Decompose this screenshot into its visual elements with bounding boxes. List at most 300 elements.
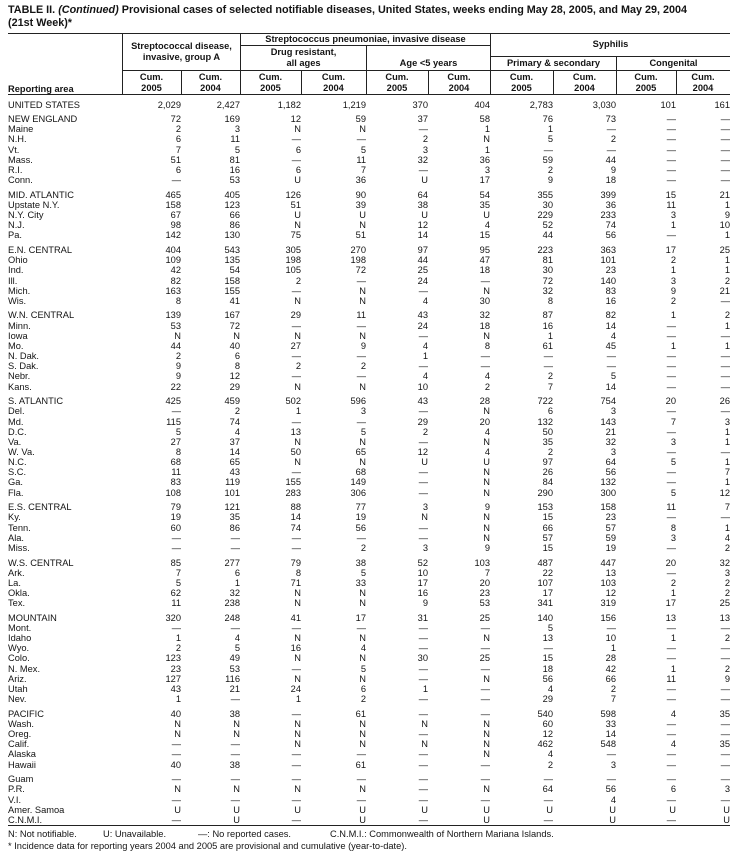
- value-cell: 38: [229, 708, 240, 719]
- legend-not-notifiable: N: Not notifiable.: [8, 828, 77, 839]
- value-cell: —: [720, 124, 730, 135]
- value-cell: —: [291, 708, 301, 719]
- value-cell: 161: [714, 99, 730, 110]
- value-cell: 41: [290, 612, 301, 623]
- value-cell: 9: [360, 340, 366, 351]
- table-row: [8, 276, 730, 286]
- value-cell: —: [291, 467, 301, 478]
- value-cell: 2: [547, 164, 553, 175]
- value-cell: 35: [719, 708, 730, 719]
- value-cell: 2: [484, 381, 490, 392]
- value-cell: —: [418, 794, 428, 805]
- value-cell: 9: [484, 542, 490, 553]
- value-cell: 3: [724, 567, 730, 578]
- value-cell: 17: [665, 245, 676, 256]
- value-cell: 198: [285, 255, 301, 266]
- value-cell: 1: [724, 436, 730, 447]
- value-cell: 722: [537, 396, 553, 407]
- value-cell: —: [418, 330, 428, 341]
- value-cell: N: [294, 729, 301, 740]
- value-cell: 8: [175, 447, 181, 457]
- table-row: [8, 749, 730, 759]
- reporting-area-cell: Ariz.: [8, 673, 27, 684]
- reporting-area-cell: Okla.: [8, 588, 30, 599]
- value-cell: —: [720, 729, 730, 740]
- value-cell: 65: [229, 457, 240, 468]
- value-cell: 6: [670, 784, 676, 795]
- reporting-area-cell: W.S. CENTRAL: [8, 557, 74, 568]
- value-cell: 9: [175, 361, 181, 372]
- table-row: [8, 729, 730, 739]
- value-cell: 79: [170, 502, 181, 513]
- page-title: [8, 4, 730, 17]
- value-cell: 53: [479, 598, 490, 609]
- reporting-area-cell: Ark.: [8, 567, 25, 578]
- value-cell: 45: [605, 340, 616, 351]
- value-cell: —: [543, 144, 553, 155]
- value-cell: 8: [547, 295, 553, 306]
- value-cell: 68: [355, 467, 366, 478]
- reporting-area-cell: N. Mex.: [8, 663, 41, 674]
- value-cell: 54: [479, 189, 490, 200]
- value-cell: 17: [355, 612, 366, 623]
- value-cell: —: [666, 447, 676, 457]
- value-cell: 6: [175, 134, 181, 145]
- table-row: [8, 815, 730, 826]
- reporting-area-cell: N.H.: [8, 134, 27, 145]
- value-cell: 447: [600, 557, 616, 568]
- value-cell: —: [356, 794, 366, 805]
- value-cell: 462: [537, 739, 553, 750]
- reporting-area-cell: E.N. CENTRAL: [8, 245, 73, 256]
- value-cell: 52: [542, 220, 553, 231]
- value-cell: 32: [542, 285, 553, 296]
- value-cell: —: [418, 643, 428, 654]
- value-cell: 6: [234, 351, 240, 362]
- value-cell: 77: [355, 502, 366, 513]
- value-cell: N: [483, 784, 490, 795]
- value-cell: 97: [417, 245, 428, 256]
- value-cell: —: [230, 532, 240, 543]
- value-cell: —: [418, 522, 428, 533]
- value-cell: 65: [355, 447, 366, 457]
- value-cell: 36: [605, 199, 616, 210]
- page-title-line2: (21st Week)*: [8, 17, 73, 29]
- table-row: [8, 805, 730, 815]
- legend-cnmi: C.N.M.I.: Commonwealth of Northern Mariana Islands.: [330, 828, 554, 839]
- reporting-area-cell: Amer. Samoa: [8, 804, 65, 815]
- value-cell: —: [720, 447, 730, 457]
- value-cell: 21: [605, 426, 616, 437]
- value-cell: —: [720, 643, 730, 654]
- table-row: [8, 341, 730, 351]
- value-cell: —: [418, 633, 428, 644]
- value-cell: —: [418, 708, 428, 719]
- value-cell: N: [174, 330, 181, 341]
- table-row: [8, 241, 730, 256]
- value-cell: —: [356, 275, 366, 286]
- value-cell: 1: [724, 477, 730, 488]
- value-cell: N: [483, 522, 490, 533]
- value-cell: 14: [605, 729, 616, 740]
- value-cell: 3: [610, 447, 616, 457]
- value-cell: 233: [600, 210, 616, 221]
- value-cell: 169: [224, 114, 240, 125]
- value-cell: 16: [542, 320, 553, 331]
- value-cell: 44: [542, 230, 553, 241]
- value-cell: —: [230, 774, 240, 785]
- value-cell: 19: [605, 542, 616, 553]
- value-cell: —: [418, 361, 428, 372]
- value-cell: 135: [224, 255, 240, 266]
- data-table: [8, 95, 730, 826]
- value-cell: —: [356, 774, 366, 785]
- value-cell: 7: [610, 694, 616, 705]
- value-cell: 25: [479, 653, 490, 664]
- table-row: [8, 145, 730, 155]
- value-cell: 27: [290, 340, 301, 351]
- value-cell: —: [291, 542, 301, 553]
- value-cell: 1: [175, 694, 181, 705]
- reporting-area-cell: S. Dak.: [8, 361, 39, 372]
- value-cell: —: [418, 774, 428, 785]
- value-cell: —: [418, 759, 428, 770]
- value-cell: 5: [360, 567, 366, 578]
- value-cell: N: [174, 718, 181, 729]
- value-cell: U: [421, 210, 428, 221]
- value-cell: 2: [724, 588, 730, 599]
- value-cell: —: [606, 144, 616, 155]
- reporting-area-cell: MID. ATLANTIC: [8, 189, 74, 200]
- value-cell: 9: [724, 673, 730, 684]
- value-cell: N: [359, 598, 366, 609]
- value-cell: 17: [665, 598, 676, 609]
- value-cell: 43: [229, 467, 240, 478]
- reporting-area-cell: N.C.: [8, 457, 27, 468]
- value-cell: 57: [605, 522, 616, 533]
- column-header-cum-2005: Cum. 2005: [139, 72, 164, 93]
- reporting-area-cell: N.Y. City: [8, 210, 44, 221]
- value-cell: 9: [484, 502, 490, 513]
- value-cell: —: [543, 643, 553, 654]
- table-row: [8, 447, 730, 457]
- table-row: [8, 467, 730, 477]
- table-row: [8, 351, 730, 361]
- value-cell: 11: [230, 134, 240, 145]
- table-row: [8, 608, 730, 623]
- value-cell: 320: [165, 612, 181, 623]
- value-cell: 4: [422, 371, 428, 382]
- value-cell: 283: [285, 487, 301, 498]
- value-cell: 20: [665, 396, 676, 407]
- value-cell: 4: [610, 794, 616, 805]
- reporting-area-cell: R.I.: [8, 164, 23, 175]
- value-cell: 35: [719, 739, 730, 750]
- value-cell: 3: [422, 542, 428, 553]
- value-cell: N: [294, 330, 301, 341]
- value-cell: 2: [234, 406, 240, 417]
- value-cell: —: [356, 351, 366, 362]
- value-cell: N: [359, 124, 366, 135]
- value-cell: 25: [479, 612, 490, 623]
- value-cell: —: [720, 774, 730, 785]
- value-cell: 8: [484, 340, 490, 351]
- value-cell: 61: [542, 340, 553, 351]
- value-cell: 28: [479, 396, 490, 407]
- value-cell: 3: [422, 144, 428, 155]
- table-row: [8, 95, 730, 110]
- value-cell: 1: [295, 406, 301, 417]
- value-cell: 11: [171, 598, 181, 609]
- value-cell: 51: [355, 230, 366, 241]
- value-cell: 105: [285, 265, 301, 276]
- value-cell: 9: [610, 164, 616, 175]
- value-cell: 7: [724, 467, 730, 478]
- value-cell: N: [294, 220, 301, 231]
- value-cell: 7: [484, 567, 490, 578]
- table-row: [8, 417, 730, 427]
- value-cell: 56: [355, 522, 366, 533]
- value-cell: 123: [224, 199, 240, 210]
- value-cell: 32: [605, 436, 616, 447]
- title-rest: Provisional cases of selected notifiable diseases, United States, weeks ending May 28, 2005, and May 29, 2004: [118, 4, 688, 16]
- value-cell: 5: [670, 487, 676, 498]
- value-cell: U: [174, 804, 181, 815]
- value-cell: 13: [542, 633, 553, 644]
- value-cell: 155: [224, 285, 240, 296]
- value-cell: N: [359, 436, 366, 447]
- value-cell: —: [291, 416, 301, 427]
- value-cell: 83: [605, 285, 616, 296]
- value-cell: 60: [542, 718, 553, 729]
- value-cell: 3: [422, 502, 428, 513]
- reporting-area-cell: Ind.: [8, 265, 24, 276]
- value-cell: —: [720, 175, 730, 186]
- value-cell: 123: [165, 653, 181, 664]
- value-cell: 1: [724, 457, 730, 468]
- reporting-area-cell: Utah: [8, 683, 28, 694]
- table-row: [8, 200, 730, 210]
- value-cell: —: [418, 673, 428, 684]
- value-cell: 2,427: [216, 99, 240, 110]
- value-cell: —: [356, 623, 366, 633]
- value-cell: 3: [724, 784, 730, 795]
- value-cell: 32: [719, 557, 730, 568]
- column-group-strep-group-a: Streptococcal disease, invasive, group A: [131, 41, 232, 62]
- value-cell: —: [480, 683, 490, 694]
- value-cell: —: [418, 477, 428, 488]
- value-cell: 21: [229, 683, 240, 694]
- reporting-area-cell: Ohio: [8, 255, 28, 266]
- value-cell: N: [233, 729, 240, 740]
- value-cell: N: [359, 653, 366, 664]
- value-cell: —: [720, 371, 730, 382]
- value-cell: 14: [417, 230, 428, 241]
- value-cell: —: [480, 643, 490, 654]
- value-cell: —: [356, 416, 366, 427]
- value-cell: 64: [605, 457, 616, 468]
- value-cell: —: [480, 708, 490, 719]
- value-cell: —: [230, 623, 240, 633]
- table-row: [8, 704, 730, 719]
- value-cell: —: [720, 144, 730, 155]
- value-cell: 153: [537, 502, 553, 513]
- value-cell: 32: [417, 154, 428, 165]
- value-cell: 1: [670, 340, 676, 351]
- value-cell: —: [666, 175, 676, 186]
- value-cell: U: [421, 804, 428, 815]
- value-cell: N: [421, 739, 428, 750]
- value-cell: —: [230, 794, 240, 805]
- value-cell: 6: [234, 567, 240, 578]
- value-cell: 198: [350, 255, 366, 266]
- table-row: [8, 684, 730, 694]
- value-cell: —: [543, 361, 553, 372]
- value-cell: —: [230, 739, 240, 750]
- value-cell: 1: [422, 351, 428, 362]
- value-cell: —: [291, 320, 301, 331]
- value-cell: U: [723, 814, 730, 825]
- value-cell: —: [720, 114, 730, 125]
- value-cell: 9: [175, 371, 181, 382]
- value-cell: 66: [542, 522, 553, 533]
- reporting-area-cell: Mo.: [8, 340, 24, 351]
- value-cell: 12: [290, 114, 301, 125]
- value-cell: 101: [660, 99, 676, 110]
- reporting-area-cell: Oreg.: [8, 729, 32, 740]
- value-cell: —: [418, 623, 428, 633]
- value-cell: 2: [670, 577, 676, 588]
- value-cell: 9: [547, 175, 553, 186]
- table-row: [8, 371, 730, 381]
- value-cell: 1: [670, 633, 676, 644]
- value-cell: 7: [670, 416, 676, 427]
- value-cell: 121: [224, 502, 240, 513]
- value-cell: 2: [295, 275, 301, 286]
- value-cell: 42: [170, 265, 181, 276]
- value-cell: 61: [355, 759, 366, 770]
- value-cell: —: [666, 371, 676, 382]
- value-cell: —: [606, 361, 616, 372]
- value-cell: 9: [670, 285, 676, 296]
- value-cell: 4: [724, 532, 730, 543]
- value-cell: —: [291, 371, 301, 382]
- value-cell: 30: [479, 295, 490, 306]
- table-row: [8, 543, 730, 553]
- value-cell: —: [543, 774, 553, 785]
- value-cell: —: [480, 275, 490, 286]
- column-group-primary-secondary: Primary & secondary: [506, 57, 600, 68]
- reporting-area-cell: Mont.: [8, 623, 32, 633]
- value-cell: 87: [542, 310, 553, 321]
- value-cell: 43: [417, 310, 428, 321]
- value-cell: 127: [165, 673, 181, 684]
- value-cell: 30: [417, 653, 428, 664]
- value-cell: N: [359, 285, 366, 296]
- value-cell: 4: [422, 295, 428, 306]
- table-row: [8, 230, 730, 240]
- value-cell: 35: [542, 436, 553, 447]
- value-cell: —: [171, 814, 181, 825]
- value-cell: 4: [484, 447, 490, 457]
- table-row: [8, 760, 730, 770]
- value-cell: 13: [719, 612, 730, 623]
- value-cell: N: [294, 784, 301, 795]
- value-cell: U: [421, 457, 428, 468]
- value-cell: —: [666, 683, 676, 694]
- value-cell: N: [233, 718, 240, 729]
- value-cell: —: [666, 320, 676, 331]
- value-cell: 306: [350, 487, 366, 498]
- table-row: [8, 664, 730, 674]
- column-header-cum-2005: Cum. 2005: [509, 72, 534, 93]
- value-cell: U: [359, 210, 366, 221]
- value-cell: 12: [605, 588, 616, 599]
- value-cell: N: [294, 588, 301, 599]
- table-row: [8, 296, 730, 306]
- value-cell: —: [666, 814, 676, 825]
- value-cell: 5: [175, 577, 181, 588]
- table-row: [8, 598, 730, 608]
- value-cell: 83: [170, 477, 181, 488]
- reporting-area-cell: La.: [8, 577, 21, 588]
- value-cell: 143: [600, 416, 616, 427]
- value-cell: 68: [170, 457, 181, 468]
- value-cell: 24: [417, 275, 428, 286]
- value-cell: 2: [360, 542, 366, 553]
- reporting-area-cell: Ill.: [8, 275, 18, 286]
- value-cell: 2: [422, 134, 428, 145]
- value-cell: 32: [479, 310, 490, 321]
- reporting-area-cell: Upstate N.Y.: [8, 199, 60, 210]
- value-cell: 71: [290, 577, 301, 588]
- value-cell: 2: [724, 577, 730, 588]
- value-cell: 15: [542, 542, 553, 553]
- value-cell: 58: [479, 114, 490, 125]
- value-cell: 4: [670, 708, 676, 719]
- reporting-area-cell: Maine: [8, 124, 34, 135]
- value-cell: N: [359, 673, 366, 684]
- value-cell: 44: [417, 255, 428, 266]
- value-cell: 7: [724, 502, 730, 513]
- value-cell: 1: [610, 643, 616, 654]
- value-cell: 4: [484, 220, 490, 231]
- value-cell: 57: [542, 532, 553, 543]
- value-cell: 26: [719, 396, 730, 407]
- value-cell: 37: [229, 436, 240, 447]
- value-cell: —: [171, 749, 181, 760]
- value-cell: N: [294, 653, 301, 664]
- value-cell: 163: [165, 285, 181, 296]
- value-cell: —: [291, 351, 301, 362]
- value-cell: 16: [417, 588, 428, 599]
- value-cell: —: [666, 467, 676, 478]
- title-prefix: TABLE II.: [8, 4, 59, 16]
- value-cell: 11: [666, 199, 676, 210]
- value-cell: N: [483, 436, 490, 447]
- value-cell: 2,029: [157, 99, 181, 110]
- value-cell: 29: [290, 310, 301, 321]
- value-cell: 51: [170, 154, 181, 165]
- value-cell: 3: [670, 210, 676, 221]
- value-cell: 32: [229, 588, 240, 599]
- table-row: [8, 523, 730, 533]
- value-cell: 37: [417, 114, 428, 125]
- value-cell: U: [723, 804, 730, 815]
- value-cell: 2: [175, 643, 181, 654]
- value-cell: 82: [170, 275, 181, 286]
- value-cell: 3: [610, 406, 616, 417]
